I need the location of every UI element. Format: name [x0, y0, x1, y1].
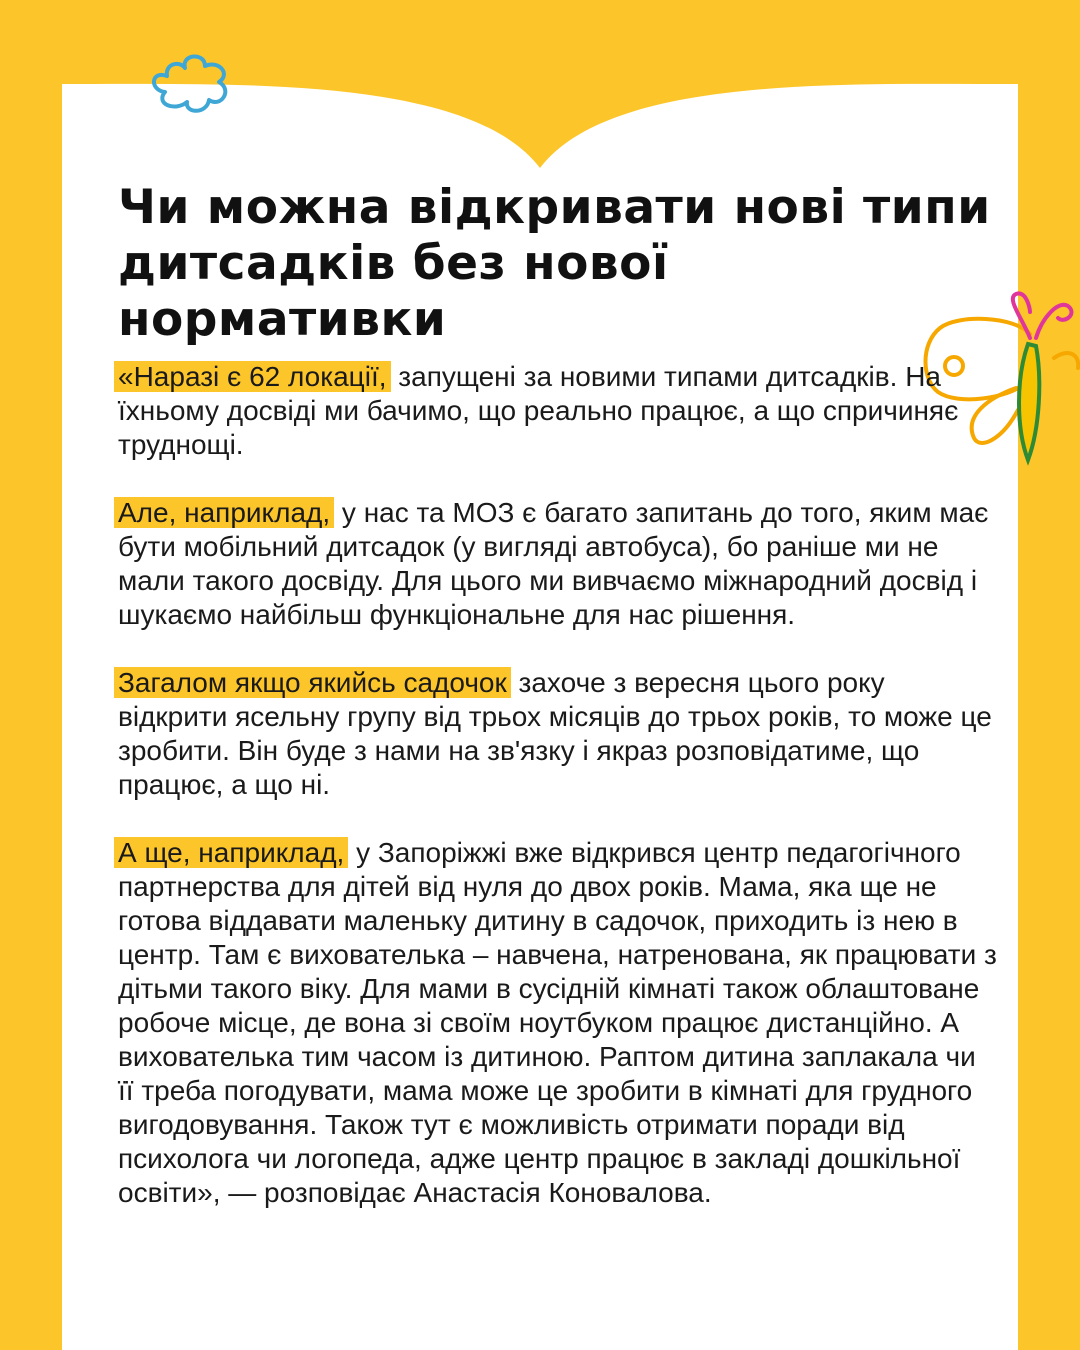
- flower-doodle-icon: [147, 50, 237, 116]
- paragraph: [118, 666, 998, 802]
- paragraph-text: запущені за новими типами дитсадків. На їхньому досвіді ми бачимо, що реально працює, а що спричиняє труднощі.: [118, 361, 959, 460]
- paragraph-text: у Запоріжжі вже відкрився центр педагогічного партнерства для дітей від нуля до двох років. Мама, яка ще не готова віддавати маленьку дитину в садочок, приходить із нею в центр. Там є вихователька – навчена, натренована, як працювати з дітьми такого віку. Для мами в сусідній кімнаті також облаштоване робоче місце, де вона зі своїм ноутбуком працює дистанційно. А вихователька тим часом із дитиною. Раптом дитина заплакала чи її треба погодувати, мама може це зробити в кімнаті для грудного вигодовування. Також тут є можливість отримати поради від психолога чи логопеда, адже центр працює в закладі дошкільної освіти», — розповідає Анастасія Коновалова.: [118, 837, 997, 1208]
- highlighted-phrase: А ще, наприклад,: [114, 837, 348, 868]
- highlighted-phrase: Загалом якщо якийсь садочок: [114, 667, 511, 698]
- highlighted-phrase: «Наразі є 62 локації,: [114, 361, 391, 392]
- paragraph: [118, 836, 998, 1210]
- highlighted-phrase: Але, наприклад,: [114, 497, 334, 528]
- paragraph: [118, 360, 998, 462]
- paragraph-text: захоче з вересня цього року відкрити ясельну групу від трьох місяців до трьох років, то може це зробити. Він буде з нами на зв'язку і якраз розповідатиме, що працює, а що ні.: [118, 667, 992, 800]
- article-body: [118, 360, 998, 1210]
- paragraph-text: у нас та МОЗ є багато запитань до того, яким має бути мобільний дитсадок (у вигляді автобуса), бо раніше ми не мали такого досвіду. Для цього ми вивчаємо міжнародний досвід і шукаємо найбільш функціональне для нас рішення.: [118, 497, 989, 630]
- paragraph: [118, 496, 998, 632]
- page-title: Чи можна відкривати нові типи дитсадків без нової нормативки: [118, 180, 991, 347]
